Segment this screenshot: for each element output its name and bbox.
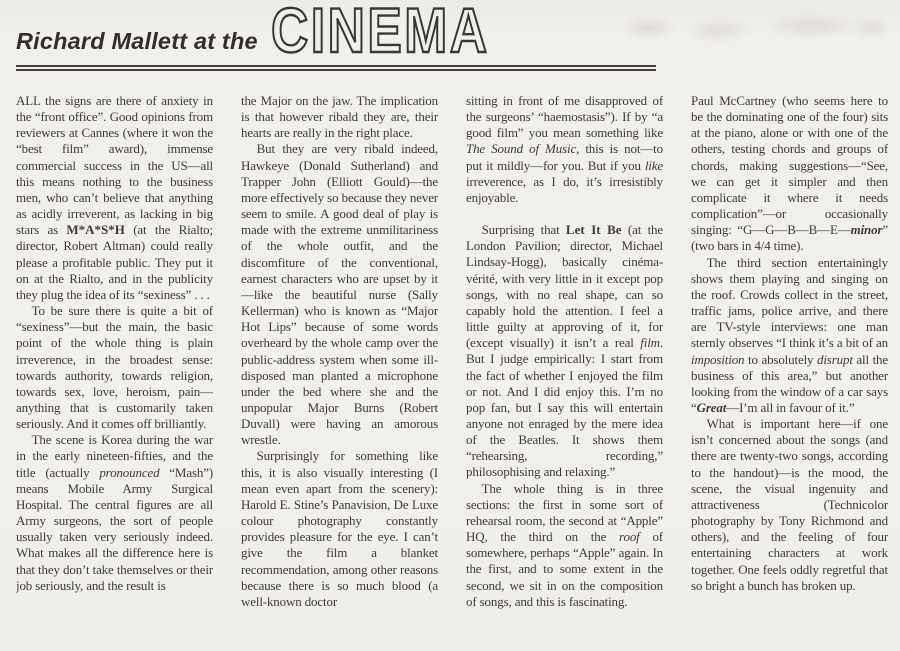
text-segment: the Major on the jaw. The implication is that however ribald they are, their hearts are really in the right place. (241, 93, 438, 141)
text-segment: all the business of this area,” but another looking from the window of a car says “ (691, 351, 888, 415)
paragraph (691, 93, 888, 255)
text-segment: (at the London Pavilion; director, Michael Lindsay-Hogg), basically cinéma-vérité, with very little in it except pop songs, with no real shape, can so capably hold the attention. I feel a little guilty at approving of it, for (except visually) it isn’t a real (466, 222, 663, 351)
text-segment: —I’m all in favour of it.” (726, 399, 855, 415)
text-segment: But they are very ribald indeed, Hawkeye (Donald Sutherland) and Trapper John (Elliott Gould)—the more effectively so because they never seem to smile. A good deal of play is made with the extreme unmilitariness of the whole outfit, and the discomfiture of the conventional, earnest characters who are upset by it—like the beautiful nurse (Sally Kellerman) who is known as “Major Hot Lips” because of some words overheard by the whole camp over the public-address system when some ill-disposed man planted a microphone under the bed where she and the unpopular Major Burns (Robert Duvall) were having an amorous wrestle. (241, 141, 438, 448)
text-segment: The whole thing is in three sections: the first in some sort of rehearsal room, the second at “Apple” HQ, the third on the (466, 480, 663, 545)
text-segment: irreverence, as I do, it’s irresistibly enjoyable. (466, 173, 663, 205)
paragraph (241, 93, 438, 141)
text-segment: ” (two bars in 4/4 time). (691, 222, 888, 254)
text-segment: sitting in front of me disapproved of the surgeons’ “haemostasis”). If by “a good film” you mean something like (466, 93, 663, 141)
text-segment: The scene is Korea during the war in the early nineteen-fifties, and the title (actually (16, 432, 213, 480)
paragraph (16, 93, 213, 303)
text-segment: roof (619, 529, 640, 545)
paragraph (691, 416, 888, 594)
text-segment: like (644, 157, 663, 173)
text-segment: Surprising that (481, 222, 566, 238)
text-segment: Let It Be (565, 222, 622, 238)
paragraph (466, 222, 663, 481)
article-body (16, 93, 888, 651)
text-segment: The third section entertainingly shows them playing and singing on the roof. Crowds collect in the street, traffic jams, police arrive, and there are TV-style interviews: one man sternly observes “I think it’s a bit of an (691, 254, 888, 351)
text-segment: film (640, 335, 660, 351)
text-segment: To be sure there is quite a bit of “sexiness”—but the main, the basic point of the whole thing is plain irreverence, in the broadest sense: towards authority, towards religion, towards sex, love, heroism, pain—anything that is customarily taken seriously. And it comes off brilliantly. (16, 303, 213, 432)
text-segment: disrupt (817, 351, 853, 367)
article-header (16, 0, 900, 92)
byline: Richard Mallett at the (16, 28, 258, 54)
article-column-4 (691, 93, 888, 651)
paragraph (241, 448, 438, 610)
article-column-1 (16, 93, 213, 651)
paragraph (691, 255, 888, 417)
text-segment: The Sound of Music (466, 141, 577, 157)
text-segment: “Mash”) means Mobile Army Surgical Hospital. The central figures are all Army surgeons, the sort of people usually taken very seriously indeed. What makes all the difference here is that they don’t take themselves or their job seriously, and the result is (16, 464, 213, 593)
article-column-2 (241, 93, 438, 651)
text-segment: Paul McCartney (who seems here to be the dominating one of the four) sits at the piano, alone or with one of the others, testing chords and groups of chords, making suggestions—“See, we can get it simpler and then complicate it where it needs complication”—or occasionally singing: “G—G—B—B—E— (691, 93, 888, 238)
text-segment: , this is not—to put it mildly—for you. But if you (466, 141, 663, 173)
text-segment: (at the Rialto; director, Robert Altman) could really please a profitable public. They put it on at the Rialto, and in the publicity they plug the idea of its “sexiness” . . . (16, 222, 213, 302)
paragraph (16, 303, 213, 432)
text-segment: Surprisingly for something like this, it is also visually interesting (I mean even apart from the scenery): Harold E. Stine’s Panavision, De Luxe colour photography constantly provides pleasure for the eye. I can’t give the film a blanket recommendation, among other reasons because there is so much blood (a well-known doctor (241, 448, 438, 609)
text-segment: pronounced (99, 464, 160, 480)
paragraph (16, 432, 213, 594)
text-segment: imposition (691, 351, 745, 367)
paragraph (241, 141, 438, 448)
text-segment: What is important here—if one isn’t concerned about the songs (and there are twenty-two songs, according to the handout)—is the mood, the scene, the visual ingenuity and attractiveness (Technicolor photography by Tony Richmond and others), and the feeling of four entertaining characters at work together. One feels oddly regretful that so bright a bunch has broken up. (691, 416, 888, 593)
cinema-masthead-title: CINEMA (271, 0, 490, 66)
paragraph (466, 481, 663, 610)
text-segment: M*A*S*H (66, 222, 125, 238)
text-segment: . But I judge empirically: I start from the fact of whether I enjoyed the film or not. And I did enjoy this. I’m no pop fan, but I say this will entertain anyone not enraged by the mere idea of the Beatles. It shows them “rehearsing, recording,” philosophising and relaxing.” (466, 335, 663, 480)
text-segment: of somewhere, perhaps “Apple” again. In the first, and to some extent in the second, we sit in on the composition of songs, and this is fascinating. (466, 529, 663, 609)
paragraph (466, 93, 663, 206)
text-segment: Great (696, 399, 727, 415)
header-row (16, 0, 900, 66)
text-segment: ALL the signs are there of anxiety in the “front office”. Good opinions from reviewers at Cannes (where it won the “best film” award), immense commercial success in the US—all this means nothing to the business men, who can’t believe that anything as acidly irreverent, as lacking in big stars as (16, 93, 213, 238)
text-segment: to absolutely (744, 351, 817, 367)
article-column-3 (466, 93, 663, 651)
text-segment: minor (850, 222, 883, 238)
